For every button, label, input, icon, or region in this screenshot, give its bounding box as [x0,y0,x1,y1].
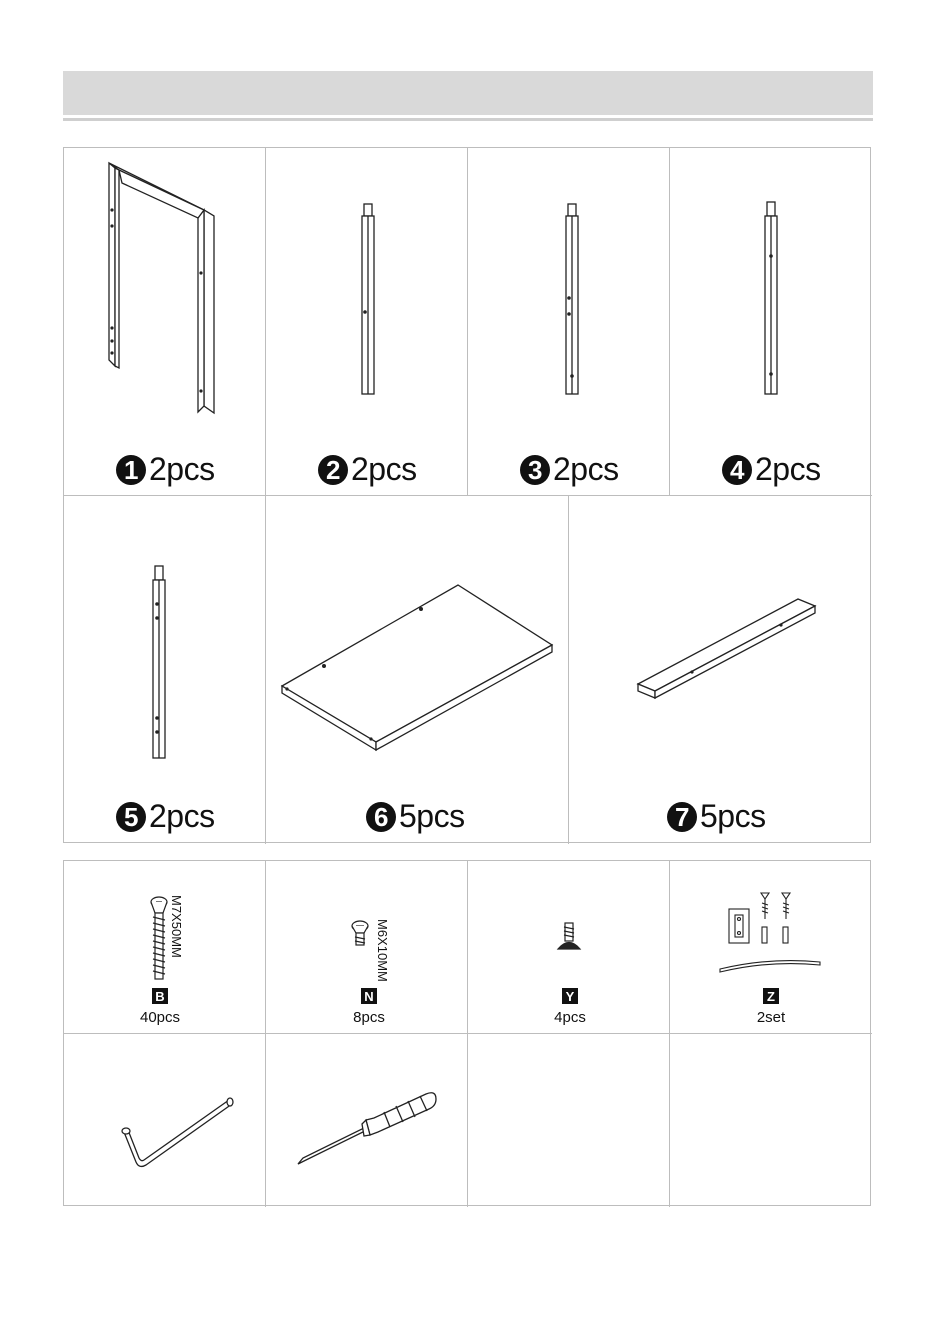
part-number-badge: 3 [520,455,550,485]
hardware-grid [63,860,871,1206]
upright-post-icon [468,148,670,496]
hardware-letter-badge: B [152,988,168,1004]
bolt-spec-label: M7X50MM [169,895,184,958]
part-label [667,798,766,835]
tool-cell-screwdriver [266,1034,468,1207]
empty-cell [670,1034,872,1207]
part-label [116,798,215,835]
screw-spec-label: M6X10MM [375,919,390,982]
part-label [520,451,619,488]
u-frame-icon [64,148,266,496]
part-number-badge: 6 [366,802,396,832]
part-cell-4 [670,148,872,496]
header-bar [63,71,873,115]
part-number-badge: 7 [667,802,697,832]
shelf-board-icon [266,496,569,844]
part-quantity: 2pcs [553,451,619,487]
part-cell-2 [266,148,468,496]
part-number-badge: 5 [116,802,146,832]
hardware-letter-badge: N [361,988,377,1004]
slat-board-icon [569,496,872,844]
part-label [366,798,465,835]
allen-key-icon [64,1034,266,1207]
hardware-quantity: 4pcs [554,1009,586,1026]
part-label [318,451,417,488]
part-cell-6 [266,496,569,844]
part-cell-3 [468,148,670,496]
part-quantity: 2pcs [755,451,821,487]
part-cell-5 [64,496,266,844]
hardware-cell-n [266,861,468,1034]
upright-post-icon [64,496,266,844]
hardware-letter-badge: Y [562,988,578,1004]
hardware-letter-badge: Z [763,988,779,1004]
part-quantity: 5pcs [700,798,766,834]
hardware-cell-b [64,861,266,1034]
part-label [116,451,215,488]
part-quantity: 2pcs [149,798,215,834]
screwdriver-icon [266,1034,468,1207]
tool-cell-allen-key [64,1034,266,1207]
part-number-badge: 2 [318,455,348,485]
part-label [722,451,821,488]
upright-post-icon [266,148,468,496]
hardware-quantity: 2set [756,1009,786,1026]
hardware-cell-z [670,861,872,1034]
part-quantity: 5pcs [399,798,465,834]
hardware-quantity: 40pcs [139,1009,181,1026]
header-rule [63,118,873,121]
part-quantity: 2pcs [351,451,417,487]
part-quantity: 2pcs [149,451,215,487]
part-number-badge: 1 [116,455,146,485]
hardware-quantity: 8pcs [353,1009,385,1026]
upright-post-icon [670,148,872,496]
part-cell-7 [569,496,872,844]
part-number-badge: 4 [722,455,752,485]
part-cell-1 [64,148,266,496]
empty-cell [468,1034,670,1207]
hardware-cell-y [468,861,670,1034]
parts-grid [63,147,871,843]
